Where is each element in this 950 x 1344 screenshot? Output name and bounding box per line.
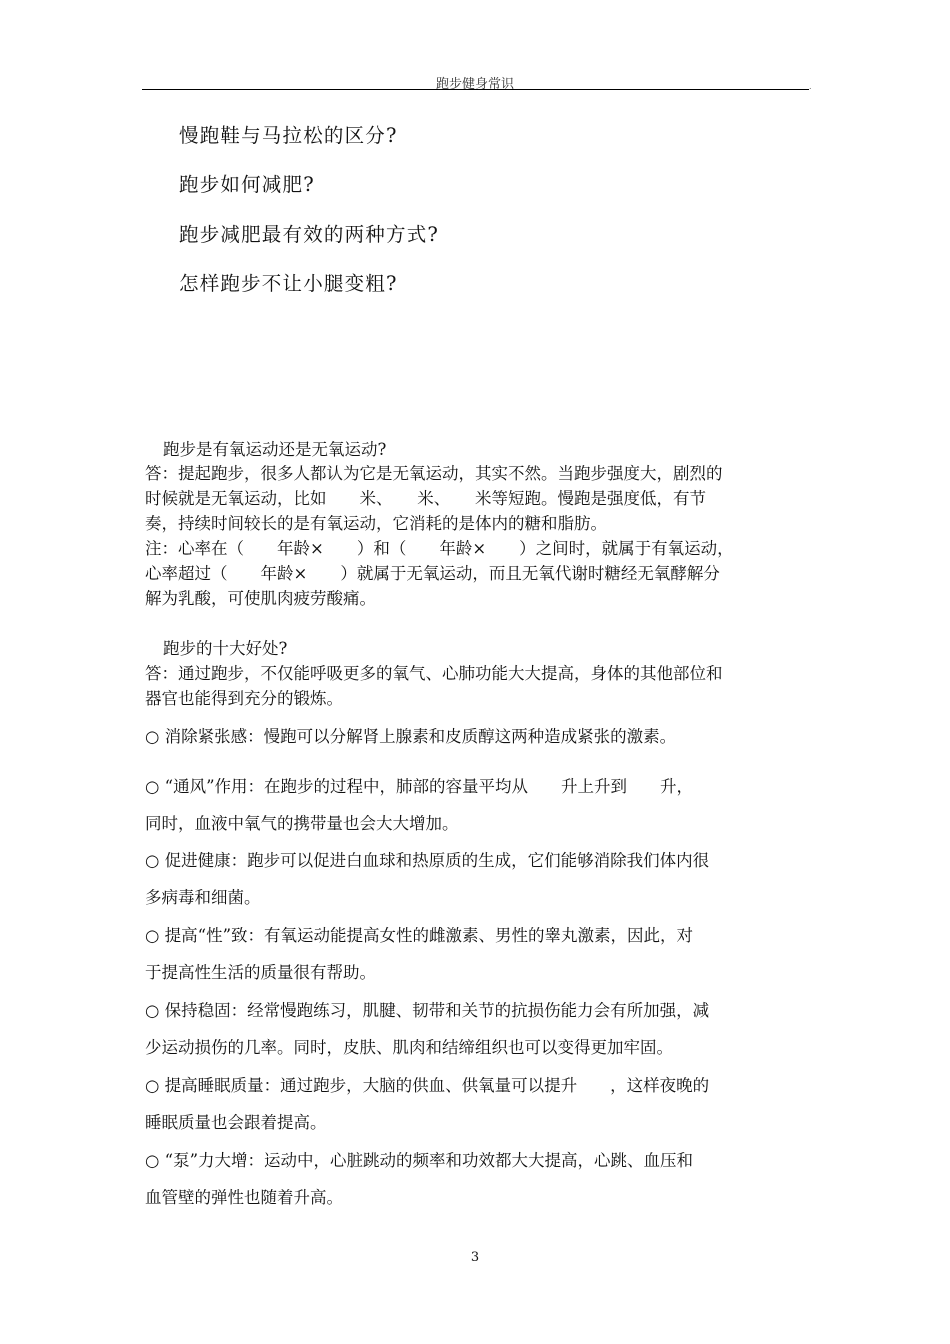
note-line: 解为乳酸，可使肌肉疲劳酸痛。 bbox=[145, 589, 376, 608]
toc-item: 慢跑鞋与马拉松的区分? bbox=[179, 124, 398, 147]
header-mark: . bbox=[809, 82, 812, 91]
benefit-item: ○ 提高睡眠质量：通过跑步，大脑的供血、供氧量可以提升 ，这样夜晚的 bbox=[145, 1076, 710, 1095]
section-title-aerobic: 跑步是有氧运动还是无氧运动? bbox=[163, 440, 387, 459]
paragraph-line: 答：提起跑步，很多人都认为它是无氧运动，其实不然。当跑步强度大，剧烈的 bbox=[145, 464, 723, 483]
toc-item: 跑步如何减肥? bbox=[179, 173, 315, 196]
note-line: 注：心率在（ 年龄× ）和（ 年龄× ）之间时，就属于有氧运动， bbox=[145, 539, 734, 558]
toc-item: 怎样跑步不让小腿变粗? bbox=[179, 272, 398, 295]
paragraph-line: 奏，持续时间较长的是有氧运动，它消耗的是体内的糖和脂肪。 bbox=[145, 514, 607, 533]
paragraph-line: 答：通过跑步，不仅能呼吸更多的氧气、心肺功能大大提高，身体的其他部位和 bbox=[145, 664, 723, 683]
page-number: 3 bbox=[470, 1250, 480, 1265]
toc-item: 跑步减肥最有效的两种方式? bbox=[179, 223, 440, 246]
benefit-item: ○ 保持稳固：经常慢跑练习，肌腱、韧带和关节的抗损伤能力会有所加强，减 bbox=[145, 1001, 710, 1020]
benefit-item-continued: 同时，血液中氧气的携带量也会大大增加。 bbox=[145, 814, 459, 833]
header-rule bbox=[142, 89, 809, 90]
running-header-title: 跑步健身常识 bbox=[435, 77, 514, 92]
benefit-item-continued: 血管壁的弹性也随着升高。 bbox=[145, 1188, 343, 1207]
benefit-item: ○ 促进健康：跑步可以促进白血球和热原质的生成，它们能够消除我们体内很 bbox=[145, 851, 710, 870]
benefit-item-continued: 于提高性生活的质量很有帮助。 bbox=[145, 963, 376, 982]
paragraph-line: 时候就是无氧运动，比如 米、 米、 米等短跑。慢跑是强度低，有节 bbox=[145, 489, 706, 508]
paragraph-line: 器官也能得到充分的锻炼。 bbox=[145, 689, 343, 708]
benefit-item-continued: 睡眠质量也会跟着提高。 bbox=[145, 1113, 327, 1132]
benefit-item: ○ 提高“性”致：有氧运动能提高女性的雌激素、男性的睾丸激素，因此，对 bbox=[145, 926, 694, 945]
benefit-item: ○ “泵”力大增：运动中，心脏跳动的频率和功效都大大提高，心跳、血压和 bbox=[145, 1151, 694, 1170]
section-title-benefits: 跑步的十大好处? bbox=[163, 639, 288, 658]
benefit-item-continued: 多病毒和细菌。 bbox=[145, 888, 261, 907]
benefit-item-continued: 少运动损伤的几率。同时，皮肤、肌肉和结缔组织也可以变得更加牢固。 bbox=[145, 1038, 673, 1057]
note-line: 心率超过（ 年龄× ）就属于无氧运动，而且无氧代谢时糖经无氧酵解分 bbox=[145, 564, 720, 583]
benefit-item: ○ 消除紧张感：慢跑可以分解肾上腺素和皮质醇这两种造成紧张的激素。 bbox=[145, 727, 677, 746]
benefit-item: ○ “通风”作用：在跑步的过程中，肺部的容量平均从 升上升到 升， bbox=[145, 777, 694, 796]
